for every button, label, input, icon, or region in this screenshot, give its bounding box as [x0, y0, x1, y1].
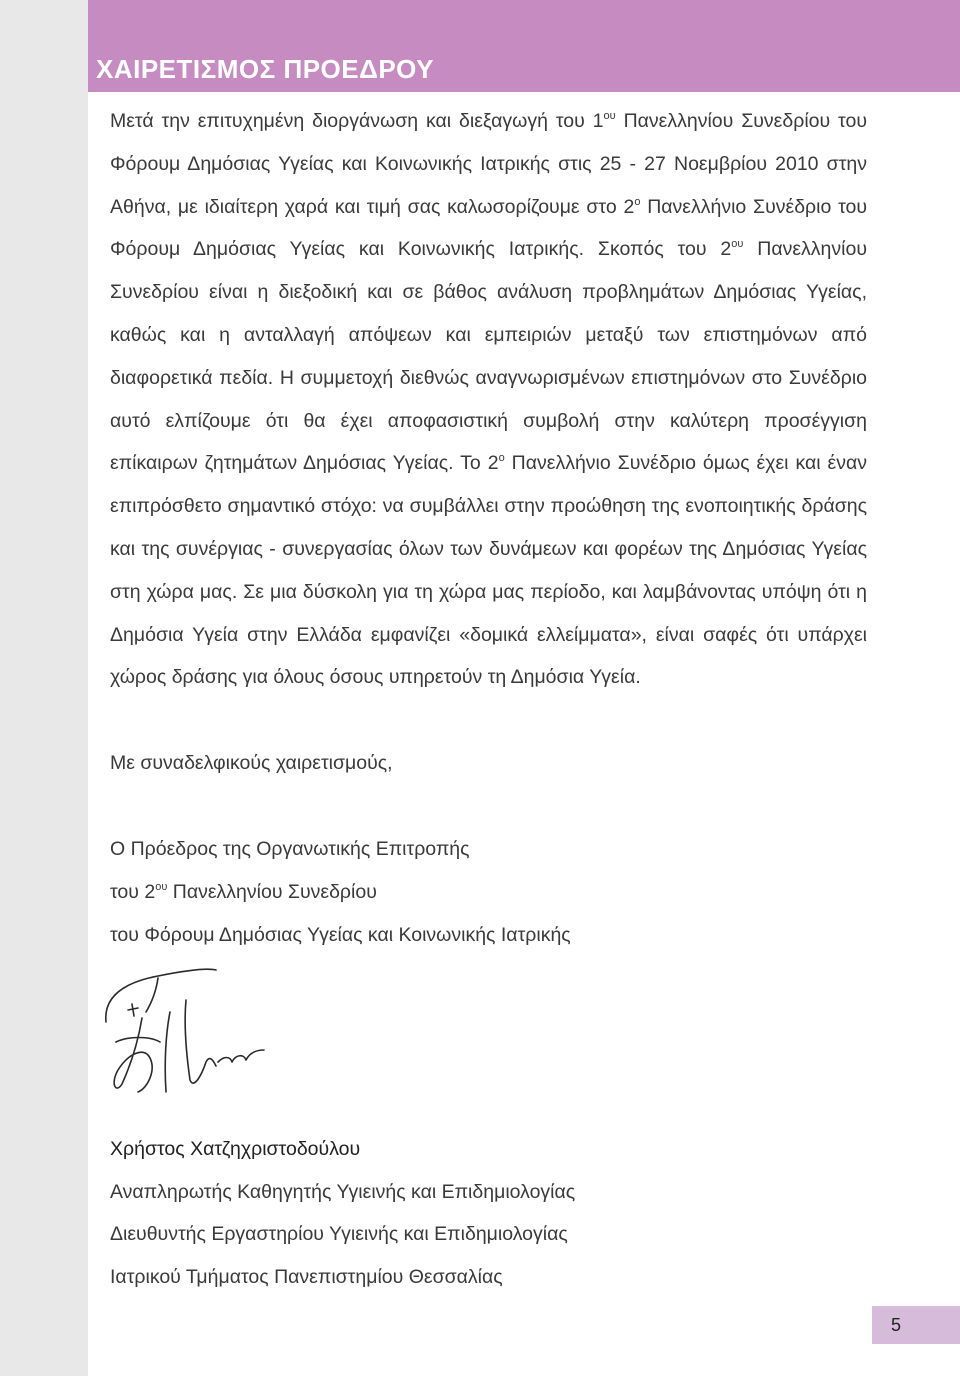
conference-sup: ου	[155, 881, 168, 893]
body-text-2: Πανελληνίου Συνεδρίου του Φόρουμ Δημόσιας Υγείας και Κοινωνικής Ιατρικής στις 25 - 27 Νοεμβρίου 2010 στην Αθήνα, με ιδιαίτερη χαρά και τιμή σας καλωσορίζουμε στο 2	[110, 110, 867, 218]
page-number-box	[872, 1306, 960, 1344]
conference-line	[110, 881, 377, 904]
body-text-5: Πανελλήνιο Συνέδριο όμως έχει και έναν επιπρόσθετο σημαντικό στόχο: να συμβάλλει στην προώθηση της ενοποιητικής δράσης και της συνέργιας - συνεργασίας όλων των δυνάμεων και φορέων της Δημόσιας Υγείας στη χώρα μας. Σε μια δύσκολη για τη χώρα μας περίοδο, και λαμβάνοντας υπόψη ότι η Δημόσια Υγεία στην Ελλάδα εμφανίζει «δομικά ελλείμματα», είναι σαφές ότι υπάρχει χώρος δράσης για όλους όσους υπηρετούν τη Δημόσια Υγεία.	[110, 452, 867, 689]
superscript-3: ου	[731, 238, 744, 251]
page-number: 5	[890, 1314, 901, 1335]
chair-role: Ο Πρόεδρος της Οργανωτικής Επιτροπής	[110, 838, 470, 860]
forum-line: του Φόρουμ Δημόσιας Υγείας και Κοινωνικής Ιατρικής	[110, 924, 571, 946]
page-title: ΧΑΙΡΕΤΙΣΜΟΣ ΠΡΟΕΔΡΟΥ	[96, 54, 434, 84]
conference-text-a: του 2	[110, 881, 156, 903]
body-paragraph	[110, 100, 867, 699]
author-name: Χρήστος Χατζηχριστοδούλου	[110, 1138, 361, 1160]
superscript-1: ου	[603, 110, 616, 122]
conference-text-b: Πανελληνίου Συνεδρίου	[167, 881, 377, 903]
author-title-2: Διευθυντής Εργαστηρίου Υγιεινής και Επιδημιολογίας	[110, 1223, 568, 1245]
author-title-3: Ιατρικού Τμήματος Πανεπιστημίου Θεσσαλίας	[110, 1266, 503, 1288]
superscript-4: ο	[498, 452, 505, 465]
left-margin-strip	[0, 0, 88, 1376]
closing-greeting: Με συναδελφικούς χαιρετισμούς,	[110, 752, 393, 774]
signature	[98, 962, 268, 1102]
superscript-2: ο	[634, 195, 641, 208]
body-text-3: Πανελλήνιο Συνέδριο του Φόρουμ Δημόσιας Υγείας και Κοινωνικής Ιατρικής. Σκοπός του 2	[110, 195, 868, 261]
letter-body	[110, 100, 867, 699]
body-text-4: Πανελληνίου Συνεδρίου είναι η διεξοδική και σε βάθος ανάλυση προβλημάτων Δημόσιας Υγείας, καθώς και η ανταλλαγή απόψεων και εμπειριών μεταξύ των επιστημόνων από διαφορετικά πεδία. Η συμμετοχή διεθνώς αναγνωρισμένων επιστημόνων στο Συνέδριο αυτό ελπίζουμε ότι θα έχει αποφασιστική συμβολή στην καλύτερη προσέγγιση επίκαιρων ζητημάτων Δημόσιας Υγείας. Το 2	[110, 238, 867, 475]
body-text-1: Μετά την επιτυχημένη διοργάνωση και διεξαγωγή του 1	[110, 110, 604, 132]
author-title-1: Αναπληρωτής Καθηγητής Υγιεινής και Επιδημιολογίας	[110, 1181, 576, 1203]
